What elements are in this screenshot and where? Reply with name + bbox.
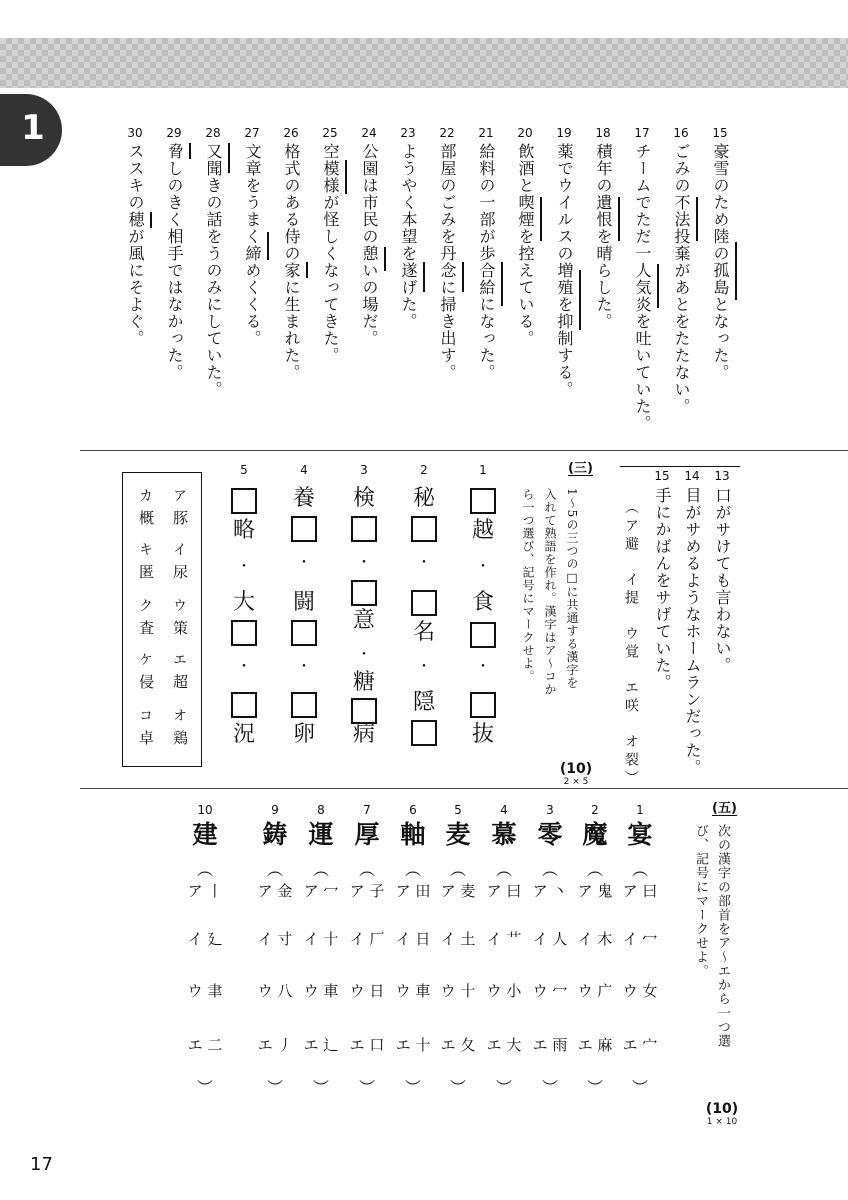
option[interactable]: エ 宀: [622, 1036, 658, 1054]
choice-value: 侵: [137, 674, 155, 690]
score-detail: 1 × 10: [706, 1117, 738, 1127]
kanji: 越: [471, 518, 494, 543]
choice-value: 超: [171, 674, 189, 690]
option[interactable]: エ 雨: [532, 1036, 568, 1054]
underline-mark: [306, 262, 308, 278]
question-number: 5: [240, 463, 248, 477]
option[interactable]: ウ 車: [395, 982, 431, 1000]
item-number: 4: [500, 803, 508, 817]
option[interactable]: イ 冖: [622, 930, 658, 948]
option[interactable]: エ 辶: [303, 1036, 339, 1054]
option[interactable]: イ 廴: [187, 930, 223, 948]
open-paren: ︵: [541, 860, 558, 879]
item-number: 6: [409, 803, 417, 817]
instruction-line: 次の漢字の部首をア〜エから一つ選: [715, 824, 730, 1048]
page-number: 17: [30, 1154, 53, 1175]
choice-key: カ: [137, 488, 153, 503]
option[interactable]: ア 丨: [187, 882, 223, 900]
separator-dot: ・: [357, 647, 371, 663]
open-paren: ︵: [196, 860, 213, 879]
choice-key: ア: [171, 488, 187, 503]
option[interactable]: ア 子: [349, 882, 385, 900]
item-text: 薬でウイルスの増殖を抑制する。: [555, 143, 574, 398]
kanji: 闘: [292, 590, 315, 615]
close-paren: ︶: [586, 1078, 603, 1097]
close-paren: ︶: [266, 1078, 283, 1097]
item-number: 8: [317, 803, 325, 817]
choice-key: キ: [137, 542, 153, 557]
underline-mark: [696, 197, 698, 241]
item-number: 24: [361, 126, 377, 140]
choice-key: オ: [171, 708, 187, 723]
item-number: 10: [197, 803, 213, 817]
question-number: 3: [360, 463, 368, 477]
open-paren: ︵: [586, 860, 603, 879]
kanji: 病: [352, 722, 375, 747]
kanji: 糖: [352, 670, 375, 695]
answer-box[interactable]: [231, 692, 257, 718]
option[interactable]: ウ 十: [440, 982, 476, 1000]
underline-mark: [228, 143, 230, 173]
item-text: チームでただ一人気炎を吐いていた。: [633, 143, 652, 432]
option[interactable]: ア 田: [395, 882, 431, 900]
kanji: 検: [352, 486, 375, 511]
item-number: 23: [400, 126, 416, 140]
separator-dot: ・: [357, 555, 371, 571]
answer-box[interactable]: [231, 620, 257, 646]
option[interactable]: エ 夂: [440, 1036, 476, 1054]
separator-dot: ・: [237, 659, 251, 675]
kanji: 抜: [471, 722, 494, 747]
choice-value: 豚: [171, 510, 189, 526]
instruction-line: 入れて熟語を作れ。漢字はア〜コか: [543, 488, 557, 696]
option[interactable]: ウ 八: [257, 982, 293, 1000]
score-detail: 2 × 5: [563, 777, 589, 787]
option[interactable]: イ 日: [395, 930, 431, 948]
item-number: 2: [591, 803, 599, 817]
bracket-line: [620, 466, 740, 467]
answer-box[interactable]: [411, 720, 437, 746]
item-number: 13: [714, 469, 730, 483]
separator-dot: ・: [476, 659, 490, 675]
underline-mark: [657, 264, 659, 308]
item-text: 豪雪のため陸の孤島となった。: [711, 143, 730, 381]
item-number: 3: [546, 803, 554, 817]
item-text: 空模様が怪しくなってきた。: [321, 143, 340, 364]
section-label: (五): [712, 801, 737, 816]
item-number: 22: [439, 126, 455, 140]
option[interactable]: ウ 冖: [532, 982, 568, 1000]
answer-box[interactable]: [291, 692, 317, 718]
target-kanji: 零: [537, 820, 563, 849]
question-number: 2: [420, 463, 428, 477]
option[interactable]: イ 人: [532, 930, 568, 948]
choice-key: イ: [171, 542, 187, 557]
kanji: 大: [232, 590, 255, 615]
item-text: ススキの穂が風にそよぐ。: [126, 143, 145, 347]
close-paren: ︶: [196, 1078, 213, 1097]
option[interactable]: エ 丿: [257, 1036, 293, 1054]
choice-key: エ: [171, 652, 187, 667]
item-number: 20: [517, 126, 533, 140]
kanji: 卵: [292, 722, 315, 747]
choice-value: 査: [137, 620, 155, 636]
target-kanji: 建: [192, 820, 218, 849]
separator-dot: ・: [417, 555, 431, 571]
choice-value: 概: [137, 510, 155, 526]
choice-key: ウ: [171, 598, 187, 613]
option[interactable]: エ 口: [349, 1036, 385, 1054]
option[interactable]: イ 土: [440, 930, 476, 948]
answer-box[interactable]: [291, 516, 317, 542]
choice-value: 匿: [137, 564, 155, 580]
underline-mark: [423, 262, 425, 292]
target-kanji: 軸: [400, 820, 426, 849]
item-text: 公園は市民の憩いの場だ。: [360, 143, 379, 347]
underline-mark: [501, 262, 503, 306]
target-kanji: 魔: [582, 820, 608, 849]
item-number: 5: [454, 803, 462, 817]
question-number: 1: [479, 463, 487, 477]
item-text: 給料の一部が歩合給になった。: [477, 143, 496, 381]
choice-value: 卓: [137, 730, 155, 746]
open-paren: ︵: [358, 860, 375, 879]
item-text: 部屋のごみを丹念に掃き出す。: [438, 143, 457, 381]
kanji: 食: [471, 590, 494, 615]
option[interactable]: イ 厂: [349, 930, 385, 948]
separator-dot: ・: [417, 659, 431, 675]
open-paren: ︵: [312, 860, 329, 879]
option[interactable]: エ 麻: [577, 1036, 613, 1054]
choice-key: コ: [137, 708, 153, 723]
answer-box[interactable]: [351, 698, 377, 724]
close-paren: ︶: [495, 1078, 512, 1097]
answer-box[interactable]: [291, 620, 317, 646]
answer-box[interactable]: [470, 488, 496, 514]
question-number: 4: [300, 463, 308, 477]
item-number: 18: [595, 126, 611, 140]
option[interactable]: イ 木: [577, 930, 613, 948]
option[interactable]: ウ 小: [486, 982, 522, 1000]
item-text: 文章をうまく締めくくる。: [243, 143, 262, 347]
option[interactable]: イ 寸: [257, 930, 293, 948]
answer-box[interactable]: [231, 488, 257, 514]
option[interactable]: イ 艹: [486, 930, 522, 948]
item-number: 9: [271, 803, 279, 817]
score: (10): [705, 1101, 739, 1117]
option[interactable]: エ 十: [395, 1036, 431, 1054]
item-number: 21: [478, 126, 494, 140]
open-paren: ︵: [404, 860, 421, 879]
choice-box: [122, 472, 202, 767]
underline-mark: [579, 270, 581, 330]
item-number: 26: [283, 126, 299, 140]
item-text: 目がサめるようなホームランだった。: [683, 487, 702, 776]
instruction-line: ら一つ選び、記号にマークせよ。: [521, 488, 535, 683]
item-number: 29: [166, 126, 182, 140]
answer-box[interactable]: [411, 590, 437, 616]
underline-mark: [189, 143, 191, 159]
open-paren: ︵: [631, 860, 648, 879]
section-divider: [80, 788, 848, 789]
target-kanji: 運: [308, 820, 334, 849]
option[interactable]: ア 麦: [440, 882, 476, 900]
option[interactable]: ウ 日: [349, 982, 385, 1000]
separator-dot: ・: [237, 559, 251, 575]
answer-box[interactable]: [470, 692, 496, 718]
instruction-line: び、記号にマークせよ。: [693, 824, 708, 978]
kanji: 秘: [412, 486, 435, 511]
separator-dot: ・: [297, 659, 311, 675]
header-band: [0, 38, 848, 88]
kanji: 名: [412, 620, 435, 645]
option[interactable]: ウ 聿: [187, 982, 223, 1000]
section-divider: [80, 450, 848, 451]
choice-key: ク: [137, 598, 153, 613]
item-number: 15: [712, 126, 728, 140]
item-number: 27: [244, 126, 260, 140]
item-text: 脅しのきく相手ではなかった。: [165, 143, 184, 381]
item-number: 28: [205, 126, 221, 140]
open-paren: ︵: [266, 860, 283, 879]
section-label: (三): [568, 461, 593, 476]
answer-box[interactable]: [351, 580, 377, 606]
underline-mark: [384, 247, 386, 271]
underline-mark: [150, 212, 152, 228]
answer-box[interactable]: [411, 516, 437, 542]
option[interactable]: ア 金: [257, 882, 293, 900]
item-number: 15: [654, 469, 670, 483]
separator-dot: ・: [476, 559, 490, 575]
close-paren: ︶: [631, 1078, 648, 1097]
kanji: 況: [232, 722, 255, 747]
instruction-line: 1〜5の三つの□に共通する漢字を: [565, 488, 579, 690]
close-paren: ︶: [358, 1078, 375, 1097]
separator-dot: ・: [297, 555, 311, 571]
item-text: 飲酒と喫煙を控えている。: [516, 143, 535, 347]
option[interactable]: エ 二: [187, 1036, 223, 1054]
underline-mark: [267, 232, 269, 260]
target-kanji: 慕: [491, 820, 517, 849]
item-number: 25: [322, 126, 338, 140]
option[interactable]: ウ 車: [303, 982, 339, 1000]
chapter-number: 1: [21, 108, 45, 148]
choice-value: 尿: [171, 564, 189, 580]
option[interactable]: ウ 女: [622, 982, 658, 1000]
choice-value: 鶏: [171, 730, 189, 746]
option[interactable]: ア 丶: [532, 882, 568, 900]
choice-key: ケ: [137, 652, 153, 667]
close-paren: ︶: [312, 1078, 329, 1097]
open-paren: ︵: [449, 860, 466, 879]
item-number: 19: [556, 126, 572, 140]
item-number: 16: [673, 126, 689, 140]
close-paren: ︶: [404, 1078, 421, 1097]
item-number: 14: [684, 469, 700, 483]
underline-mark: [462, 262, 464, 292]
target-kanji: 鋳: [262, 820, 288, 849]
option[interactable]: イ 十: [303, 930, 339, 948]
item-number: 30: [127, 126, 143, 140]
item-text: 又聞きの話をうのみにしていた。: [204, 143, 223, 398]
kanji: 隠: [412, 690, 435, 715]
choice-value: 策: [171, 620, 189, 636]
item-text: ようやく本望を遂げた。: [399, 143, 418, 330]
underline-mark: [540, 197, 542, 241]
underline-mark: [618, 197, 620, 241]
score: (10): [559, 761, 593, 777]
open-paren: ︵: [495, 860, 512, 879]
answer-box[interactable]: [470, 622, 496, 648]
target-kanji: 宴: [627, 820, 653, 849]
item-text: 手にかばんをサげていた。: [653, 487, 672, 691]
underline-mark: [345, 160, 347, 194]
item-number: 7: [363, 803, 371, 817]
option[interactable]: ウ 广: [577, 982, 613, 1000]
item-text: 積年の遺恨を晴らした。: [594, 143, 613, 330]
kanji: 養: [292, 486, 315, 511]
item-text: 格式のある侍の家に生まれた。: [282, 143, 301, 381]
item-number: 17: [634, 126, 650, 140]
target-kanji: 麦: [445, 820, 471, 849]
choice-list: （ア避 イ提 ウ覚 エ咲 オ裂）: [623, 500, 639, 788]
close-paren: ︶: [449, 1078, 466, 1097]
item-number: 1: [636, 803, 644, 817]
answer-box[interactable]: [351, 516, 377, 542]
kanji: 意: [352, 608, 375, 633]
kanji: 略: [232, 518, 255, 543]
option[interactable]: ア 鬼: [577, 882, 613, 900]
item-text: 口がサけても言わない。: [713, 487, 732, 674]
item-text: ごみの不法投棄があとをたたない。: [672, 143, 691, 415]
target-kanji: 厚: [354, 820, 380, 849]
option[interactable]: ア 曰: [486, 882, 522, 900]
option[interactable]: ア 曰: [622, 882, 658, 900]
option[interactable]: ア 冖: [303, 882, 339, 900]
underline-mark: [735, 242, 737, 300]
close-paren: ︶: [541, 1078, 558, 1097]
option[interactable]: エ 大: [486, 1036, 522, 1054]
